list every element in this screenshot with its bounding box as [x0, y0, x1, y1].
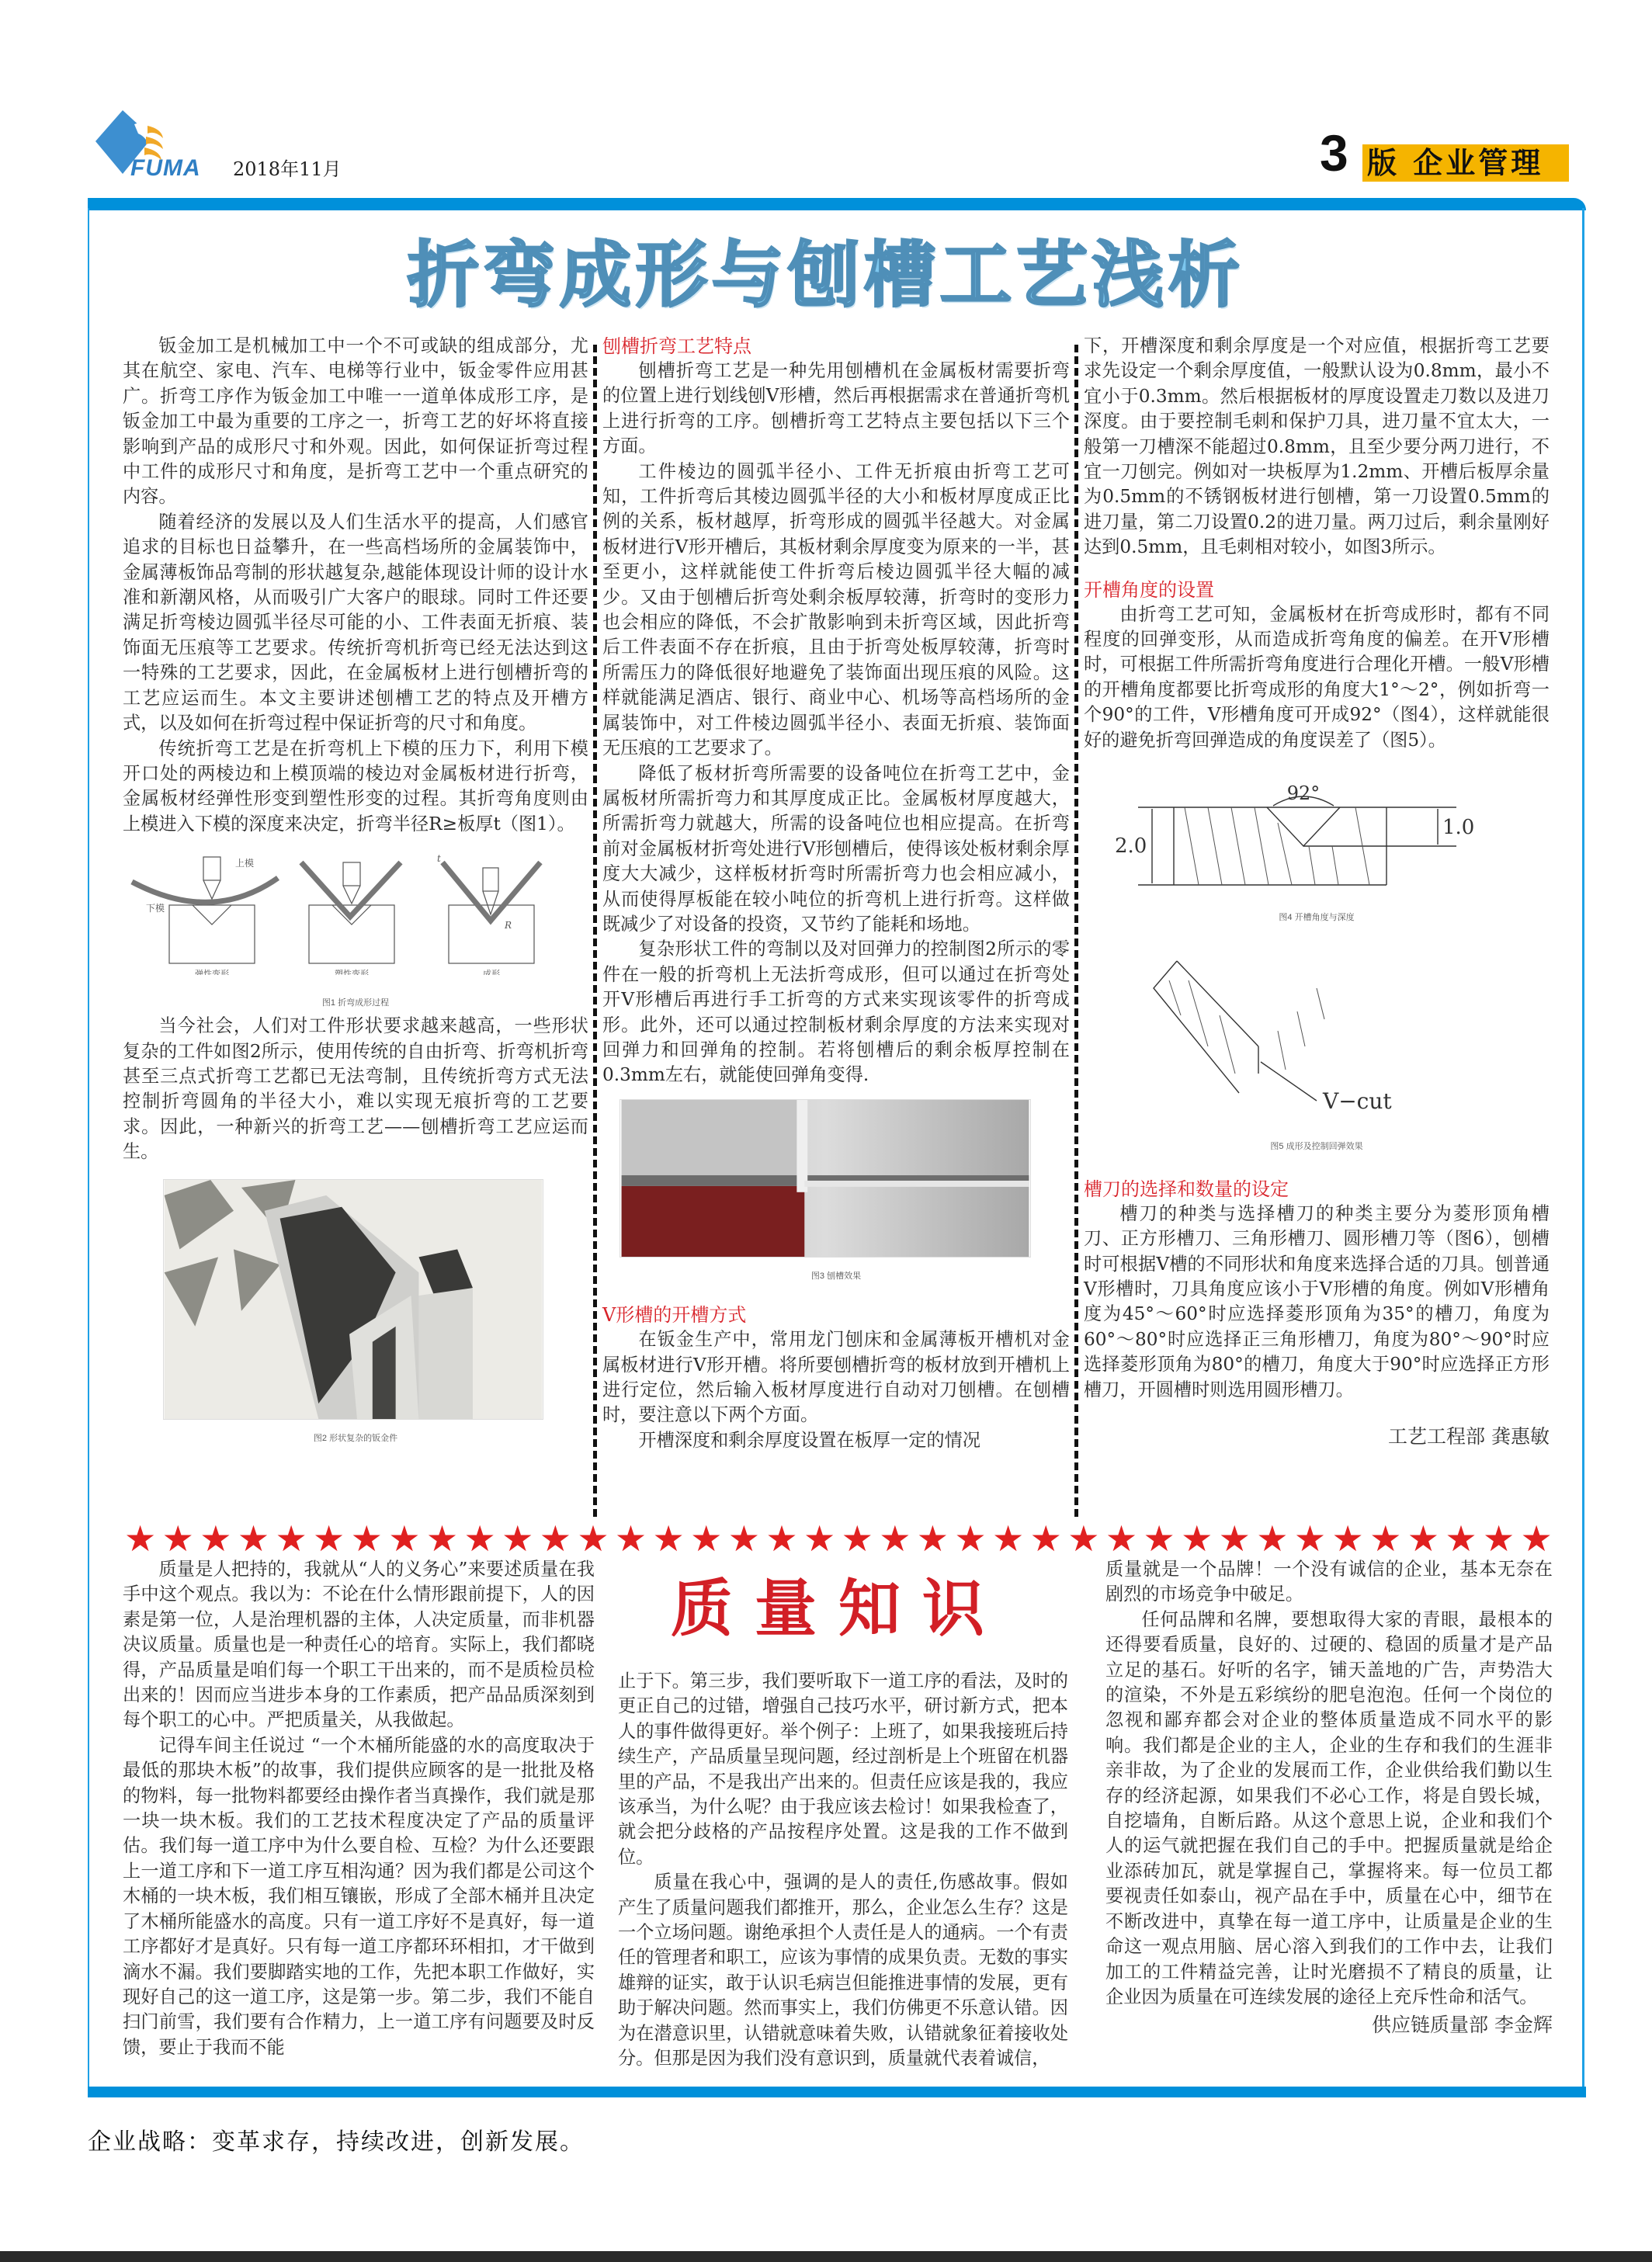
red-star-icon: ★: [161, 1518, 194, 1559]
red-star-icon: ★: [1331, 1518, 1364, 1559]
figure-3: [602, 1099, 1070, 1289]
section-title-quality: 质量知识: [671, 1572, 1006, 1645]
paragraph: 工件棱边的圆弧半径小、工件无折痕由折弯工艺可知，工件折弯后其棱边圆弧半径的大小和板材厚度成正比例的关系，板材越厚，折弯形成的圆弧半径越大。对金属板材进行V形开槽后，其板材剩余厚度变为原来的一半，甚至更小，这样就能使工件折弯后棱边圆弧半径大幅的减少。又由于刨槽后折弯处剩余板厚较薄，折弯时的变形力也会相应的降低，不会扩散影响到未折弯区域，因此折弯后工件表面不存在折痕，且由于折弯处板厚较薄，折弯时所需压力的降低很好地避免了装饰面出现压痕的风险。这样就能满足酒店、银行、商业中心、机场等高档场所的金属装饰中，对工件棱边圆弧半径小、表面无折痕、装饰面无压痕的工艺要求了。: [602, 460, 1070, 759]
red-star-icon: ★: [502, 1518, 534, 1559]
total-thickness-label: 2.0: [1115, 834, 1147, 859]
red-star-icon: ★: [727, 1518, 760, 1559]
figure-5: [1084, 945, 1550, 1160]
quality-column-2: [618, 1669, 1068, 2072]
red-star-icon: ★: [313, 1518, 345, 1559]
section-heading: 槽刀的选择和数量的设定: [1084, 1178, 1289, 1200]
red-star-icon: ★: [463, 1518, 496, 1559]
paragraph: 记得车间主任说过 “一个木桶所能盛的水的高度取决于最低的那块木板”的故事，我们提供应顾客的是一批批及格的物料，每一批物料都要经由操作者当真操作，我们就是那一块一块木板。我们的工艺技术程度决定了产品的质量评估。我们每一道工序中为什么要自检、互检？为什么还要跟上一道工序和下一道工序互相沟通？因为我们都是公司这个木桶的一块木板，我们相互镶嵌，形成了全部木桶并且决定了木桶所能盛水的高度。只有一道工序好不是真好，每一道工序都好才是真好。只有每一道工序都环环相扣，才干做到滴水不漏。我们要脚踏实地的工作，先把本职工作做好，实现好自己的这一道工序，这是第一步。第二步，我们不能自扫门前雪，我们要有合作精力，上一道工序有问题要及时反馈，要止于我而不能: [123, 1734, 595, 2058]
section-heading: V形槽的开槽方式: [602, 1304, 747, 1327]
red-star-icon: ★: [1105, 1518, 1138, 1559]
red-star-icon: ★: [1445, 1518, 1477, 1559]
paragraph: 开槽深度和剩余厚度设置在板厚一定的情况: [638, 1429, 980, 1451]
paragraph: 降低了板材折弯所需要的设备吨位在折弯工艺中，金属板材所需折弯力和其厚度成正比。金属板材厚度越大，所需折弯力就越大，所需的设备吨位也相应提高。在折弯前对金属板材折弯处进行V形刨槽后，使得该处板材剩余厚度大大减少，这样板材折弯时所需折弯力也会相应减小，从而使得厚板能在较小吨位的折弯机上进行折弯。这样做既减少了对设备的投资，又节约了能耗和场地。: [602, 762, 1070, 935]
red-star-icon: ★: [124, 1518, 157, 1559]
red-star-icon: ★: [765, 1518, 798, 1559]
sheet-metal-part-photo: [163, 1179, 543, 1420]
springback-control-diagram: [1084, 945, 1550, 1124]
star-divider: [124, 1520, 1553, 1557]
company-slogan: 企业战略：变革求存，持续改进，创新发展。: [88, 2128, 585, 2156]
red-star-icon: ★: [1369, 1518, 1402, 1559]
column-divider: [593, 345, 597, 1517]
angle-label: 92°: [1286, 782, 1321, 805]
red-star-icon: ★: [425, 1518, 459, 1559]
paragraph: 复杂形状工件的弯制以及对回弹力的控制图2所示的零件在一般的折弯机上无法折弯成形，但可以通过在折弯处开V形槽后再进行手工折弯的方式来实现该零件的折弯成形。此外，还可以通过控制板材剩余厚度的方法来实现对回弹力和回弹角的控制。若将刨槽后的剩余板厚控制在0.3mm左右，就能使回弹角变得.: [602, 938, 1070, 1086]
paragraph: 质量是人把持的，我就从“人的义务心”来要述质量在我手中这个观点。我以为：不论在什么情形跟前提下，人的因素是第一位，人是治理机器的主体，人决定质量，而非机器决议质量。质量也是一种责任心的培育。实际上，我们都晓得，产品质量是咱们每一个职工干出来的，而不是质检员检出来的！因而应当进步本身的工作素质，把产品品质深刻到每个职工的心中。严把质量关，从我做起。: [123, 1559, 595, 1731]
figure-caption: 图4 开槽角度与深度: [1279, 912, 1355, 922]
figure-4: [1084, 776, 1550, 930]
paragraph: 刨槽折弯工艺是一种先用刨槽机在金属板材需要折弯的位置上进行划线刨V形槽，然后再根据需求在普通折弯机上进行折弯的工序。刨槽折弯工艺特点主要包括以下三个方面。: [602, 360, 1070, 457]
paragraph: 任何品牌和名牌，要想取得大家的青眼，最根本的还得要看质量，良好的、过硬的、稳固的质量才是产品立足的基石。好听的名字，铺天盖地的广告，声势浩大的渲染，不外是五彩缤纷的肥皂泡泡。任何一个岗位的忽视和鄙弃都会对企业的整体质量造成不同水平的影响。我们都是企业的主人，企业的生存和我们的生涯非亲非故，为了企业的发展而工作，企业供给我们勤以生存的经济起源，如果我们不必心工作，将是自毁长城，自挖墙角，自断后路。从这个意思上说，企业和我们个人的运气就把握在我们自己的手中。把握质量就是给企业添砖加瓦，就是掌握自己，掌握将来。每一位员工都要视责任如泰山，视产品在手中，质量在心中，细节在不断改进中，真挚在每一道工序中，让质量是企业的生命这一观点用脑、居心溶入到我们的工作中去，让我们加工的工件精益完善，让时光磨损不了精良的质量，让企业因为质量在可连续发展的途径上充斥性命和活气。: [1105, 1608, 1553, 2007]
paragraph: 止于下。第三步，我们要听取下一道工序的看法，及时的更正自己的过错，增强自己技巧水平，研讨新方式，把本人的事件做得更好。举个例子：上班了，如果我接班后持续生产，产品质量呈现问题，经过剖析是上个班留在机器里的产品，不是我出产出来的。但责任应该是我的，我应该承当，为什么呢？由于我应该去检讨！如果我检查了，就会把分歧格的产品按程序处置。这是我的工作不做到位。: [618, 1670, 1068, 1868]
column-divider: [1074, 345, 1078, 1517]
red-star-icon: ★: [1029, 1518, 1062, 1559]
article-column-3: [1084, 334, 1550, 1449]
red-star-icon: ★: [652, 1518, 685, 1559]
article-byline: 工艺工程部 龚惠敏: [1388, 1424, 1550, 1448]
groove-effect-photo: [620, 1099, 1031, 1258]
paragraph: 随着经济的发展以及人们生活水平的提高，人们感官追求的目标也日益攀升，在一些高档场所的金属装饰中，金属薄板饰品弯制的形状越复杂,越能体现设计师的设计水准和新潮风格，从而吸引广大客户的眼球。同时工件还要满足折弯棱边圆弧半径尽可能的小、工件表面无折痕、装饰面无压痕等工艺要求。传统折弯机折弯已经无法达到这一特殊的工艺要求，因此，在金属板材上进行刨槽折弯的工艺应运而生。本文主要讲述刨槽工艺的特点及开槽方式，以及如何在折弯过程中保证折弯的尺寸和角度。: [123, 511, 588, 734]
paragraph: 槽刀的种类与选择槽刀的种类主要分为菱形顶角槽刀、正方形槽刀、三角形槽刀、圆形槽刀等（图6），刨槽时可根据V槽的不同形状和角度来选择合适的刀具。刨普通V形槽时，刀具角度应该小于V形槽的角度。例如V形槽角度为45°～60°时应选择菱形顶角为35°的槽刀，角度为60°～80°时应选择正三角形槽刀，角度为80°～90°时应选择菱形顶角为80°的槽刀，角度大于90°时应选择正方形槽刀，开圆槽时则选用圆形槽刀。: [1084, 1202, 1550, 1400]
red-star-icon: ★: [954, 1518, 987, 1559]
figure-caption: 图1 折弯成形过程: [321, 997, 390, 1008]
stage-label: 弹性变形: [195, 969, 229, 976]
label-upper-die: 上模: [235, 858, 255, 869]
red-star-icon: ★: [1218, 1518, 1251, 1559]
frame-bottom-bar: [88, 2087, 1586, 2097]
groove-angle-depth-diagram: [1084, 776, 1550, 893]
red-star-icon: ★: [1181, 1518, 1213, 1559]
red-star-icon: ★: [275, 1518, 307, 1559]
stage-label: 塑性变形: [335, 969, 369, 976]
page-bottom-edge: [0, 2251, 1652, 2262]
figure-caption: 图5 成形及控制回弹效果: [1270, 1142, 1363, 1152]
article-column-1: [123, 334, 588, 1451]
section-heading: 开槽角度的设置: [1084, 578, 1214, 601]
stage-label: 成形: [483, 969, 500, 976]
red-star-icon: ★: [841, 1518, 873, 1559]
red-star-icon: ★: [1482, 1518, 1515, 1559]
vcut-label: V−cut: [1323, 1088, 1392, 1114]
red-star-icon: ★: [916, 1518, 949, 1559]
figure-caption: 图2 形状复杂的钣金件: [313, 1433, 398, 1443]
label-radius: R: [505, 920, 512, 932]
paragraph: 下，开槽深度和剩余厚度是一个对应值，根据折弯工艺要求先设定一个剩余厚度值，一般默认设为0.8mm，最小不宜小于0.3mm。然后根据板材的厚度设置走刀数以及进刀深度。由于要控制毛刺和保护刀具，进刀量不宜太大，一般第一刀槽深不能超过0.8mm，且至少要分两刀进行，不宜一刀刨完。例如对一块板厚为1.2mm、开槽后板厚余量为0.5mm的不锈钢板材进行刨槽，第一刀设置0.5mm的进刀量，第二刀设置0.2的进刀量。两刀过后，剩余量刚好达到0.5mm，且毛刺相对较小，如图3所示。: [1084, 335, 1550, 558]
red-star-icon: ★: [350, 1518, 383, 1559]
red-star-icon: ★: [388, 1518, 421, 1559]
paragraph: 质量在我心中，强调的是人的责任,伤感故事。假如产生了质量问题我们都推开，那么，企业怎么生存？这是一个立场问题。谢绝承担个人责任是人的通病。一个有责任的管理者和职工，应该为事情的成果负责。无数的事实雄辩的证实，敢于认识毛病岂但能推进事情的发展，更有助于解决问题。然而事实上，我们仿佛更不乐意认错。因为在潜意识里，认错就意味着失败，认错就象征着接收处分。但那是因为我们没有意识到，质量就代表着诚信，: [618, 1872, 1068, 2069]
red-star-icon: ★: [1293, 1518, 1327, 1559]
edition-label: 版 企业管理: [1362, 144, 1569, 182]
depth-label: 1.0: [1442, 816, 1475, 840]
red-star-icon: ★: [614, 1518, 647, 1559]
red-star-icon: ★: [539, 1518, 571, 1559]
red-star-icon: ★: [1520, 1518, 1553, 1559]
logo-text: FUMA: [130, 155, 201, 181]
paragraph: 在钣金生产中，常用龙门刨床和金属薄板开槽机对金属板材进行V形开槽。将所要刨槽折弯的板材放到开槽机上进行定位，然后输入板材厚度进行自动对刀刨槽。在刨槽时，要注意以下两个方面。: [602, 1329, 1070, 1426]
red-star-icon: ★: [577, 1518, 609, 1559]
article-column-2: [602, 334, 1070, 1453]
article-title: 折弯成形与刨槽工艺浅析: [407, 234, 1244, 317]
red-star-icon: ★: [237, 1518, 270, 1559]
paragraph: 钣金加工是机械加工中一个不可或缺的组成部分，尤其在航空、家电、汽车、电梯等行业中，钣金零件应用甚广。折弯工序作为钣金加工中唯一一道单体成形工序，是钣金加工中最为重要的工序之一，折弯工艺的好坏将直接影响到产品的成形尺寸和外观。因此，如何保证折弯过程中工件的成形尺寸和角度，是折弯工艺中一个重点研究的内容。: [123, 335, 588, 508]
figure-caption: 图3 刨槽效果: [810, 1271, 862, 1281]
issue-date: 2018年11月: [233, 158, 342, 180]
quality-column-3: [1105, 1557, 1553, 2038]
quality-column-1: [123, 1557, 595, 2060]
red-star-icon: ★: [1143, 1518, 1175, 1559]
paragraph: 由折弯工艺可知，金属板材在折弯成形时，都有不同程度的回弹变形，从而造成折弯角度的偏差。在开V形槽时，可根据工件所需折弯角度进行合理化开槽。一般V形槽的开槽角度都要比折弯成形的角度大1°～2°，例如折弯一个90°的工件，V形槽角度可开成92°（图4），这样就能很好的避免折弯回弹造成的角度误差了（图5）。: [1084, 603, 1550, 751]
red-star-icon: ★: [803, 1518, 836, 1559]
paragraph: 当今社会，人们对工件形状要求越来越高，一些形状复杂的工件如图2所示，使用传统的自由折弯、折弯机折弯甚至三点式折弯工艺都已无法弯制，且传统折弯方式无法控制折弯圆角的半径大小，难以实现无痕折弯的工艺要求。因此，一种新兴的折弯工艺——刨槽折弯工艺应运而生。: [123, 1015, 588, 1163]
red-star-icon: ★: [1067, 1518, 1100, 1559]
figure-1: [123, 851, 588, 1014]
article-byline: 供应链质量部 李金辉: [1372, 2014, 1553, 2037]
paragraph: 质量就是一个品牌！一个没有诚信的企业，基本无奈在剧烈的市场竞争中破足。: [1105, 1559, 1553, 1605]
red-star-icon: ★: [1256, 1518, 1289, 1559]
red-star-icon: ★: [992, 1518, 1025, 1559]
bending-process-diagram: [123, 851, 588, 975]
figure-2: [123, 1179, 588, 1451]
red-star-icon: ★: [1407, 1518, 1439, 1559]
edition-number: 3: [1320, 124, 1348, 182]
red-star-icon: ★: [879, 1518, 911, 1559]
red-star-icon: ★: [200, 1518, 232, 1559]
label-thickness: t: [437, 853, 441, 865]
paragraph: 传统折弯工艺是在折弯机上下模的压力下，利用下模开口处的两棱边和上模顶端的棱边对金属板材进行折弯，金属板材经弹性形变到塑性形变的过程。其折弯角度则由上模进入下模的深度来决定，折弯半径R≥板厚t（图1）。: [123, 737, 588, 834]
section-heading: 刨槽折弯工艺特点: [602, 335, 751, 357]
label-lower-die: 下模: [146, 903, 165, 914]
red-star-icon: ★: [690, 1518, 723, 1559]
